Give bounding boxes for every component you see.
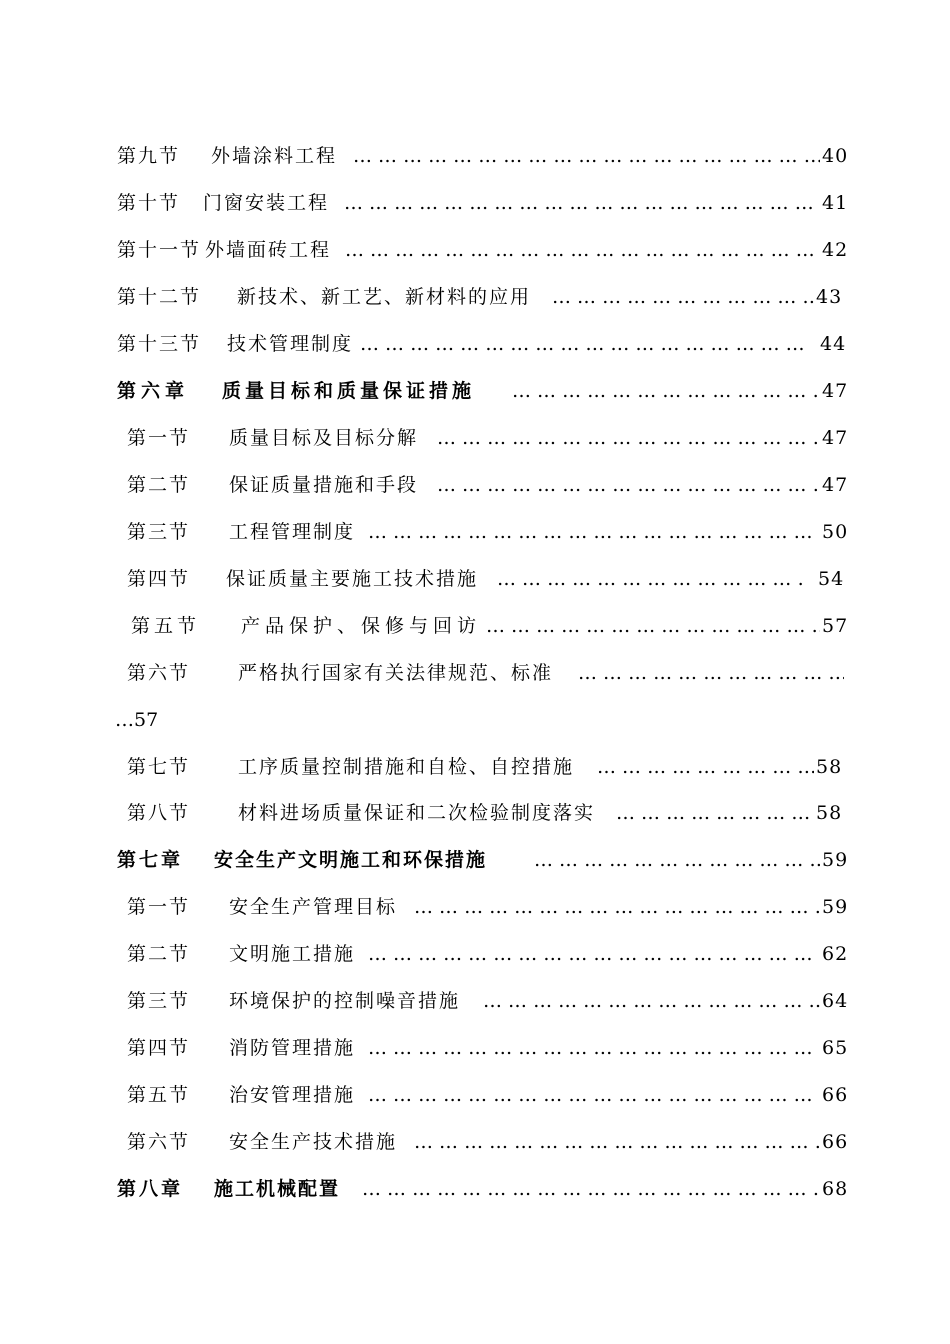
- toc-chapter-number: 第六章: [117, 380, 190, 402]
- toc-dot-leader: [486, 611, 820, 641]
- toc-dot-leader: [597, 752, 814, 782]
- toc-section-number: 第五节: [127, 1084, 191, 1106]
- toc-section-title: 文明施工措施: [229, 943, 356, 965]
- toc-chapter-number: 第七章: [117, 849, 184, 871]
- toc-section-title: 工程管理制度: [229, 521, 356, 543]
- toc-dot-leader: [368, 939, 820, 969]
- toc-page-number: 54: [818, 568, 845, 590]
- toc-section-number: 第六节: [127, 662, 191, 684]
- toc-section-number: 第一节: [127, 896, 191, 918]
- toc-dot-leader: [534, 845, 820, 875]
- toc-section-title: 环境保护的控制噪音措施: [229, 990, 461, 1012]
- toc-page-number: 47: [822, 427, 849, 449]
- toc-section-number: 第七节: [127, 756, 191, 778]
- toc-entry[interactable]: [0, 329, 950, 359]
- toc-chapter-entry[interactable]: [0, 376, 950, 406]
- toc-dot-leader: [414, 1127, 820, 1157]
- toc-page-number: 62: [822, 943, 849, 965]
- toc-section-title: 工序质量控制措施和自检、自控措施: [238, 756, 575, 778]
- toc-section-title: 保证质量措施和手段: [229, 474, 419, 496]
- toc-entry[interactable]: [0, 141, 950, 171]
- toc-section-number: 第十一节: [117, 239, 202, 261]
- toc-dot-leader: [360, 329, 806, 359]
- toc-section-title: 外墙面砖工程: [205, 239, 332, 261]
- toc-entry[interactable]: [0, 564, 950, 594]
- toc-dot-leader: [362, 1174, 820, 1204]
- toc-section-title: 安全生产技术措施: [229, 1131, 398, 1153]
- toc-section-number: 第九节: [117, 145, 181, 167]
- toc-entry[interactable]: [0, 470, 950, 500]
- toc-section-title: 安全生产管理目标: [229, 896, 398, 918]
- toc-section-number: 第十三节: [117, 333, 202, 355]
- toc-section-number: 第五节: [131, 615, 201, 637]
- toc-section-title: 质量目标及目标分解: [229, 427, 419, 449]
- toc-chapter-number: 第八章: [117, 1178, 184, 1200]
- toc-section-number: 第十二节: [117, 286, 202, 308]
- toc-chapter-title: 施工机械配置: [214, 1178, 341, 1200]
- toc-section-title: 材料进场质量保证和二次检验制度落实: [238, 802, 596, 824]
- toc-page-number: 40: [822, 145, 849, 167]
- toc-entry[interactable]: [0, 939, 950, 969]
- toc-entry[interactable]: [0, 1080, 950, 1110]
- toc-dot-leader: [483, 986, 820, 1016]
- toc-page-number: 47: [822, 380, 849, 402]
- toc-entry[interactable]: [0, 658, 950, 688]
- toc-page-number: 65: [822, 1037, 849, 1059]
- toc-chapter-title: 安全生产文明施工和环保措施: [214, 849, 488, 871]
- toc-entry[interactable]: [0, 611, 950, 641]
- toc-entry[interactable]: [0, 282, 950, 312]
- toc-section-title: 外墙涂料工程: [211, 145, 338, 167]
- toc-entry[interactable]: [0, 188, 950, 218]
- toc-section-number: 第四节: [127, 1037, 191, 1059]
- toc-dot-leader: [368, 517, 820, 547]
- toc-page-number: 44: [820, 333, 847, 355]
- toc-page-number: 43: [816, 286, 843, 308]
- toc-section-number: 第三节: [127, 521, 191, 543]
- toc-dot-leader: [578, 658, 844, 688]
- toc-page-number: 41: [822, 192, 849, 214]
- toc-section-title: 严格执行国家有关法律规范、标准: [238, 662, 554, 684]
- toc-section-title: 保证质量主要施工技术措施: [226, 568, 479, 590]
- toc-entry[interactable]: [0, 798, 950, 828]
- toc-dot-leader: [437, 470, 820, 500]
- toc-dot-leader: [512, 376, 820, 406]
- toc-page-number: 47: [822, 474, 849, 496]
- toc-dot-leader: [345, 235, 820, 265]
- toc-dot-leader: [437, 423, 820, 453]
- toc-page-number: 58: [816, 756, 843, 778]
- toc-entry[interactable]: [0, 517, 950, 547]
- toc-page-number: 42: [822, 239, 849, 261]
- toc-section-number: 第三节: [127, 990, 191, 1012]
- toc-dot-leader: [368, 1080, 820, 1110]
- toc-dot-leader: [414, 892, 820, 922]
- toc-dot-leader: [616, 798, 814, 828]
- toc-section-title: 治安管理措施: [229, 1084, 356, 1106]
- toc-section-number: 第十节: [117, 192, 181, 214]
- toc-section-number: 第四节: [127, 568, 191, 590]
- toc-entry-continuation[interactable]: [0, 705, 950, 735]
- toc-page-number: 64: [822, 990, 849, 1012]
- toc-section-title: 消防管理措施: [229, 1037, 356, 1059]
- toc-entry[interactable]: [0, 423, 950, 453]
- toc-dot-leader: [368, 1033, 820, 1063]
- toc-chapter-entry[interactable]: [0, 845, 950, 875]
- toc-dot-leader: [353, 141, 820, 171]
- toc-page-number: 66: [822, 1084, 849, 1106]
- toc-section-title: 新技术、新工艺、新材料的应用: [237, 286, 532, 308]
- toc-section-number: 第六节: [127, 1131, 191, 1153]
- toc-section-number: 第二节: [127, 943, 191, 965]
- toc-page-number: 50: [822, 521, 849, 543]
- toc-entry[interactable]: [0, 1033, 950, 1063]
- toc-dot-leader: [552, 282, 814, 312]
- toc-page-number: 57: [822, 615, 849, 637]
- toc-dot-leader: [497, 564, 805, 594]
- toc-entry[interactable]: [0, 235, 950, 265]
- toc-section-number: 第二节: [127, 474, 191, 496]
- toc-entry[interactable]: [0, 986, 950, 1016]
- toc-chapter-title: 质量目标和质量保证措施: [222, 380, 476, 402]
- toc-page-number: 59: [822, 896, 849, 918]
- toc-page-number: …57: [115, 709, 159, 731]
- toc-page-number: 58: [816, 802, 843, 824]
- toc-page-number: 59: [822, 849, 849, 871]
- toc-section-title: 产品保护、保修与回访: [241, 615, 482, 637]
- toc-entry[interactable]: [0, 1127, 950, 1157]
- toc-section-number: 第一节: [127, 427, 191, 449]
- toc-dot-leader: [344, 188, 820, 218]
- toc-chapter-entry[interactable]: [0, 1174, 950, 1204]
- toc-entry[interactable]: [0, 752, 950, 782]
- toc-page-number: 66: [822, 1131, 849, 1153]
- toc-entry[interactable]: [0, 892, 950, 922]
- toc-section-title: 技术管理制度: [227, 333, 354, 355]
- toc-section-number: 第八节: [127, 802, 191, 824]
- toc-section-title: 门窗安装工程: [203, 192, 330, 214]
- toc-page-number: 68: [822, 1178, 849, 1200]
